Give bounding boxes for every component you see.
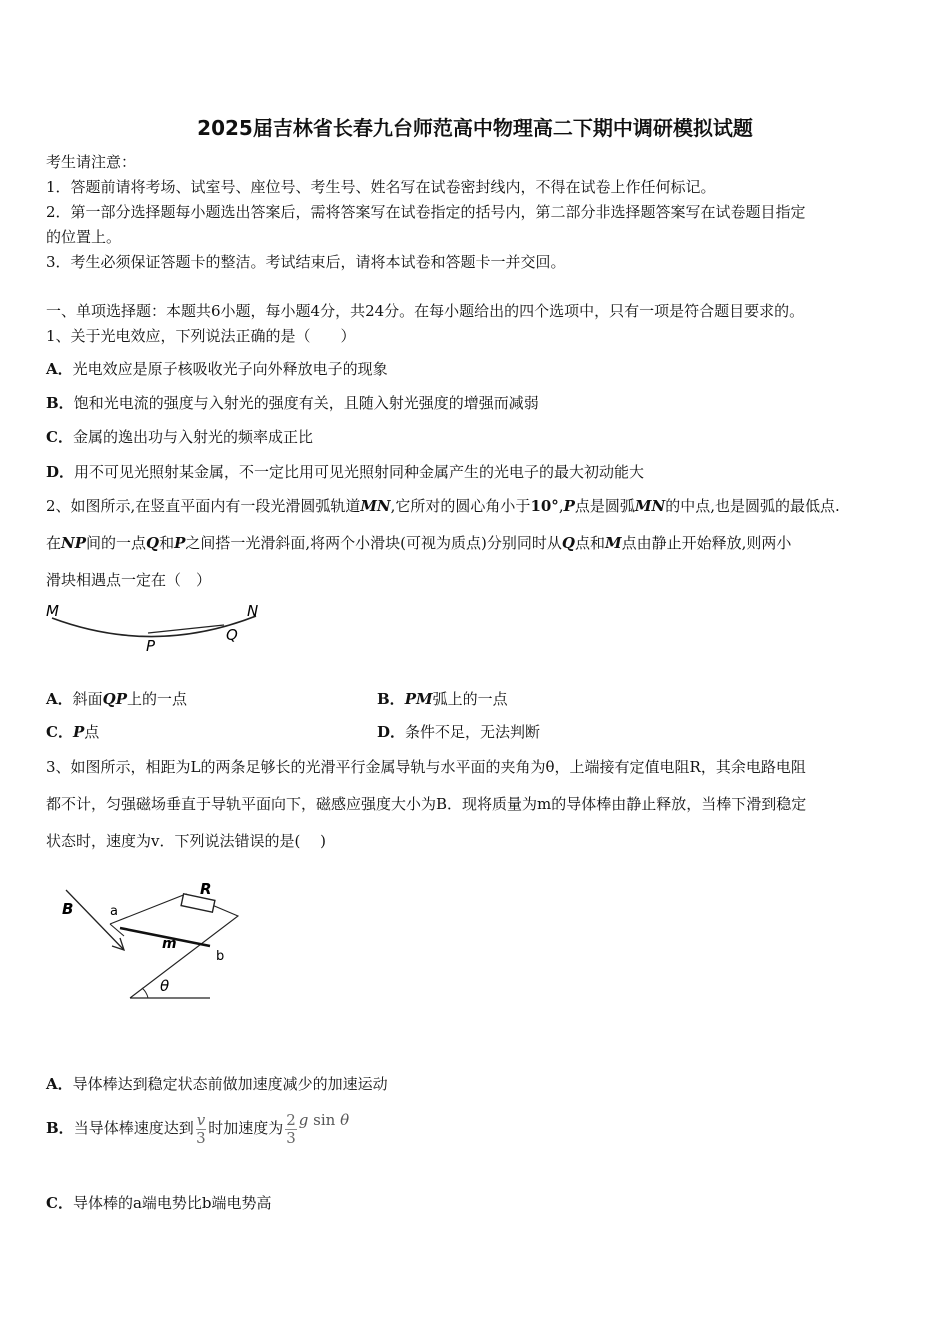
var-p: P (174, 534, 186, 552)
option-text: 光电效应是原子核吸收光子向外释放电子的现象 (72, 360, 388, 378)
question-1-option-a (46, 358, 388, 380)
option-label: D． (46, 463, 75, 481)
question-2-stem-line-3: 滑块相遇点一定在（ ） (46, 571, 212, 589)
field-arrow (66, 890, 124, 950)
stem-text: 点是圆弧 (574, 497, 635, 515)
var-mn: MN (634, 497, 666, 515)
stem-text: , (558, 497, 564, 515)
question-2-stem-line-1 (46, 495, 840, 517)
stem-text: ,它所对的圆心角小于 (390, 497, 531, 515)
question-3-option-a (46, 1073, 388, 1095)
fraction-2-over-3 (285, 1112, 297, 1147)
question-1-option-d (46, 461, 644, 483)
notice-item: 3．考生必须保证答题卡的整洁。考试结束后，请将本试卷和答题卡一并交回。 (46, 253, 566, 271)
option-text: 时加速度为 (208, 1119, 284, 1137)
label-a: a (110, 904, 118, 919)
inclined-rail-figure (58, 876, 258, 1011)
stem-text: 的中点,也是圆弧的最低点. (665, 497, 840, 515)
page-title: 2025届吉林省长春九台师范高中物理高二下期中调研模拟试题 (197, 116, 753, 140)
var-q: Q (561, 534, 575, 552)
question-1-option-c (46, 426, 313, 448)
label-p: P (146, 637, 156, 655)
option-text: 用不可见光照射某金属，不一定比用可见光照射同种金属产生的光电子的最大初动能大 (74, 463, 645, 481)
stem-text: 之间搭一光滑斜面,将两个小滑块(可视为质点)分别同时从 (185, 534, 562, 552)
fraction-numerator: 2 (286, 1110, 296, 1129)
option-text: 上的一点 (127, 690, 188, 708)
notice-heading: 考生请注意： (46, 153, 137, 171)
question-2-option-b (377, 688, 508, 710)
notice-item: 2．第一部分选择题每小题选出答案后，需将答案写在试卷指定的括号内，第二部分非选择题答案写在试卷题目指定 (46, 203, 806, 221)
rail-left (100, 910, 130, 998)
stem-text: 2、如图所示,在竖直平面内有一段光滑圆弧轨道 (46, 497, 361, 515)
question-3-option-b (46, 1108, 349, 1148)
section-heading: 一、单项选择题：本题共6小题，每小题4分，共24分。在每小题给出的四个选项中，只有一项是符合题目要求的。 (46, 302, 805, 320)
stem-text: 在 (46, 534, 62, 552)
stem-text: 间的一点 (86, 534, 147, 552)
question-3-stem-line-3: 状态时，速度为v．下列说法错误的是( ) (46, 832, 326, 850)
fraction-denominator: 3 (286, 1128, 296, 1147)
question-2-option-d (377, 721, 540, 743)
angle-value: 10° (530, 497, 559, 515)
question-3-stem-line-1: 3、如图所示，相距为L的两条足够长的光滑平行金属导轨与水平面的夹角为θ，上端接有定值电阻R，其余电路电阻 (46, 758, 806, 776)
fraction-denominator: 3 (196, 1128, 206, 1147)
option-text: 弧上的一点 (432, 690, 508, 708)
angle-arc (142, 988, 148, 998)
label-n: N (247, 602, 259, 620)
option-var: PM (404, 690, 433, 708)
option-label: B． (46, 394, 74, 412)
option-label: A． (46, 1075, 73, 1093)
option-text: 饱和光电流的强度与入射光的强度有关，且随入射光强度的增强而减弱 (73, 394, 539, 412)
var-q: Q (146, 534, 160, 552)
var-p: P (563, 497, 575, 515)
option-text: 斜面 (72, 690, 103, 708)
notice-item: 1．答题前请将考场、试室号、座位号、考生号、姓名写在试卷密封线内，不得在试卷上作任何标记。 (46, 178, 716, 196)
question-2-option-a (46, 688, 187, 710)
stem-text: 点和 (574, 534, 605, 552)
formula-g-sin-theta (299, 1111, 349, 1129)
question-2-stem-line-2 (46, 532, 791, 554)
fraction-numerator: v (196, 1110, 206, 1129)
option-label: B． (46, 1119, 74, 1137)
option-label: D． (377, 723, 406, 741)
option-text: 当导体棒速度达到 (73, 1119, 194, 1137)
option-var: QP (102, 690, 128, 708)
option-var: P (72, 723, 85, 741)
fraction-v-over-3 (196, 1112, 206, 1147)
option-label: C． (46, 428, 73, 446)
option-label: B． (377, 690, 405, 708)
option-label: C． (46, 1194, 73, 1212)
label-b-end: b (216, 949, 225, 964)
question-3-option-c (46, 1192, 272, 1214)
option-label: A． (46, 360, 73, 378)
option-label: C． (46, 723, 73, 741)
stem-text: 点由静止开始释放,则两小 (621, 534, 792, 552)
formula-sin: sin (313, 1111, 336, 1129)
formula-theta: θ (340, 1111, 350, 1129)
option-label: A． (46, 690, 73, 708)
question-2-option-c (46, 721, 99, 743)
var-np: NP (61, 534, 87, 552)
label-r: R (200, 880, 212, 898)
formula-g: g (298, 1111, 309, 1129)
label-m: M (46, 602, 59, 620)
label-q: Q (226, 626, 238, 644)
var-m: M (604, 534, 622, 552)
notice-item: 的位置上。 (46, 228, 122, 246)
option-text: 导体棒达到稳定状态前做加速度减少的加速运动 (72, 1075, 388, 1093)
arc-track-figure (44, 598, 274, 658)
option-text: 点 (84, 723, 100, 741)
question-1-stem: 1、关于光电效应，下列说法正确的是（ ） (46, 327, 356, 345)
stem-text: 和 (159, 534, 175, 552)
var-mn: MN (360, 497, 391, 515)
option-text: 金属的逸出功与入射光的频率成正比 (72, 428, 313, 446)
question-1-option-b (46, 392, 539, 414)
label-theta: θ (160, 977, 170, 995)
label-m: m (162, 936, 177, 952)
question-3-stem-line-2: 都不计，匀强磁场垂直于导轨平面向下，磁感应强度大小为B．现将质量为m的导体棒由静止释放，当棒下滑到稳定 (46, 795, 807, 813)
option-text: 条件不足，无法判断 (405, 723, 541, 741)
option-text: 导体棒的a端电势比b端电势高 (72, 1194, 272, 1212)
rail-lower-left (110, 924, 124, 936)
label-b-field: B (62, 900, 74, 918)
